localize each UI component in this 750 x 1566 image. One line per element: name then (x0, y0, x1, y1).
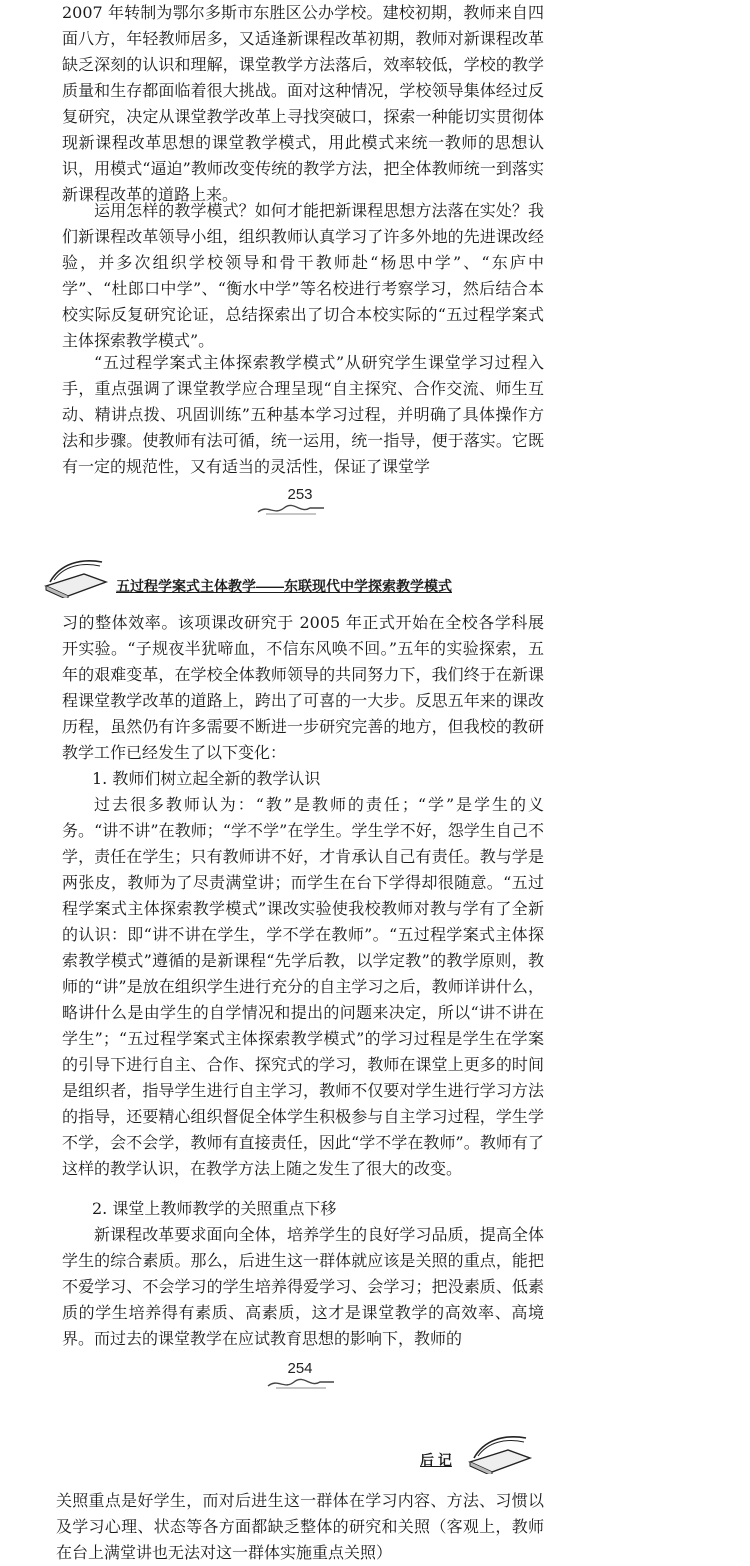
paragraph: 关照重点是好学生，而对后进生这一群体在学习内容、方法、习惯以及学习心理、状态等各方面都缺乏整体的研究和关照（客观上，教师在台上满堂讲也无法对这一群体实施重点关照） (56, 1491, 544, 1562)
page-253 (0, 0, 750, 520)
paragraph: “五过程学案式主体探索教学模式”从研究学生课堂学习过程入手，重点强调了课堂教学应合理呈现“自主探究、合作交流、师生互动、精讲点拨、巩固训练”五种基本学习过程，并明确了具体操作方法和步骤。使教师有法可循，统一运用，统一指导，便于落实。它既有一定的规范性，又有适当的灵活性，保证了课堂学 (62, 353, 544, 476)
page-254 (0, 556, 750, 1396)
page-255 (0, 1428, 750, 1562)
running-head: 五过程学案式主体教学——东联现代中学探索教学模式 (116, 578, 452, 594)
paragraph: 过去很多教师认为：“教”是教师的责任；“学”是学生的义务。“讲不讲”在教师；“学不学”在学生。学生学不好，怨学生自己不学，责任在学生；只有教师讲不好，才肯承认自己有责任。教与学是两张皮，教师为了尽责满堂讲；而学生在台下学得却很随意。“五过程学案式主体探索教学模式”课改实验使我校教师对教与学有了全新的认识：即“讲不讲在学生，学不学在教师”。“五过程学案式主体探索教学模式”遵循的是新课程“先学后教，以学定教”的教学原则，教师的“讲”是放在组织学生进行充分的自主学习之后，教师详讲什么，略讲什么是由学生的自学情况和提出的问题来决定，所以“讲不讲在学生”；“五过程学案式主体探索教学模式”的学习过程是学生在学案的引导下进行自主、合作、探究式的学习，教师在课堂上更多的时间是组织者，指导学生进行自主学习，教师不仅要对学生进行学习方法的指导，还要精心组织督促全体学生积极参与自主学习过程，学生学不学，会不会学，教师有直接责任，因此“学不学在教师”。教师有了这样的教学认识，在教学方法上随之发生了很大的改变。 (62, 795, 544, 1178)
page-number: 253 (287, 486, 313, 503)
running-head: 后 记 (420, 1452, 452, 1468)
page-ornament-icon (256, 502, 326, 516)
section-heading: 2. 课堂上教师教学的关照重点下移 (92, 1199, 337, 1218)
paragraph: 2007 年转制为鄂尔多斯市东胜区公办学校。建校初期，教师来自四面八方，年轻教师居多，又适逢新课程改革初期，教师对新课程改革缺乏深刻的认识和理解，课堂教学方法落后，效率较低，学校的教学质量和生存都面临着很大挑战。面对这种情况，学校领导集体经过反复研究，决定从课堂教学改革上寻找突破口，探索一种能切实贯彻体现新课程改革思想的课堂教学模式，用此模式来统一教师的思想认识，用模式“逼迫”教师改变传统的教学方法，把全体教师统一到落实新课程改革的道路上来。 (62, 3, 544, 204)
book-quill-icon (40, 556, 112, 598)
page-ornament-icon (266, 1376, 336, 1390)
paragraph: 新课程改革要求面向全体，培养学生的良好学习品质，提高全体学生的综合素质。那么，后进生这一群体就应该是关照的重点，能把不爱学习、不会学习的学生培养得爱学习、会学习；把没素质、低素质的学生培养得有素质、高素质，这才是课堂教学的高效率、高境界。而过去的课堂教学在应试教育思想的影响下，教师的 (62, 1225, 544, 1348)
paragraph: 习的整体效率。该项课改研究于 2005 年正式开始在全校各学科展开实验。“子规夜半犹啼血，不信东风唤不回。”五年的实验探索，五年的艰难变革，在学校全体教师领导的共同努力下，我们终于在新课程课堂教学改革的道路上，跨出了可喜的一大步。反思五年来的课改历程，虽然仍有许多需要不断进一步研究完善的地方，但我校的教研教学工作已经发生了以下变化： (62, 613, 544, 762)
book-quill-icon (464, 1432, 536, 1474)
page-number: 254 (287, 1360, 313, 1377)
section-heading: 1. 教师们树立起全新的教学认识 (92, 769, 321, 788)
paragraph: 运用怎样的教学模式？如何才能把新课程思想方法落在实处？我们新课程改革领导小组，组织教师认真学习了许多外地的先进课改经验，并多次组织学校领导和骨干教师赴“杨思中学”、“东庐中学”、“杜郎口中学”、“衡水中学”等名校进行考察学习，然后结合本校实际反复研究论证，总结探索出了切合本校实际的“五过程学案式主体探索教学模式”。 (62, 201, 544, 350)
